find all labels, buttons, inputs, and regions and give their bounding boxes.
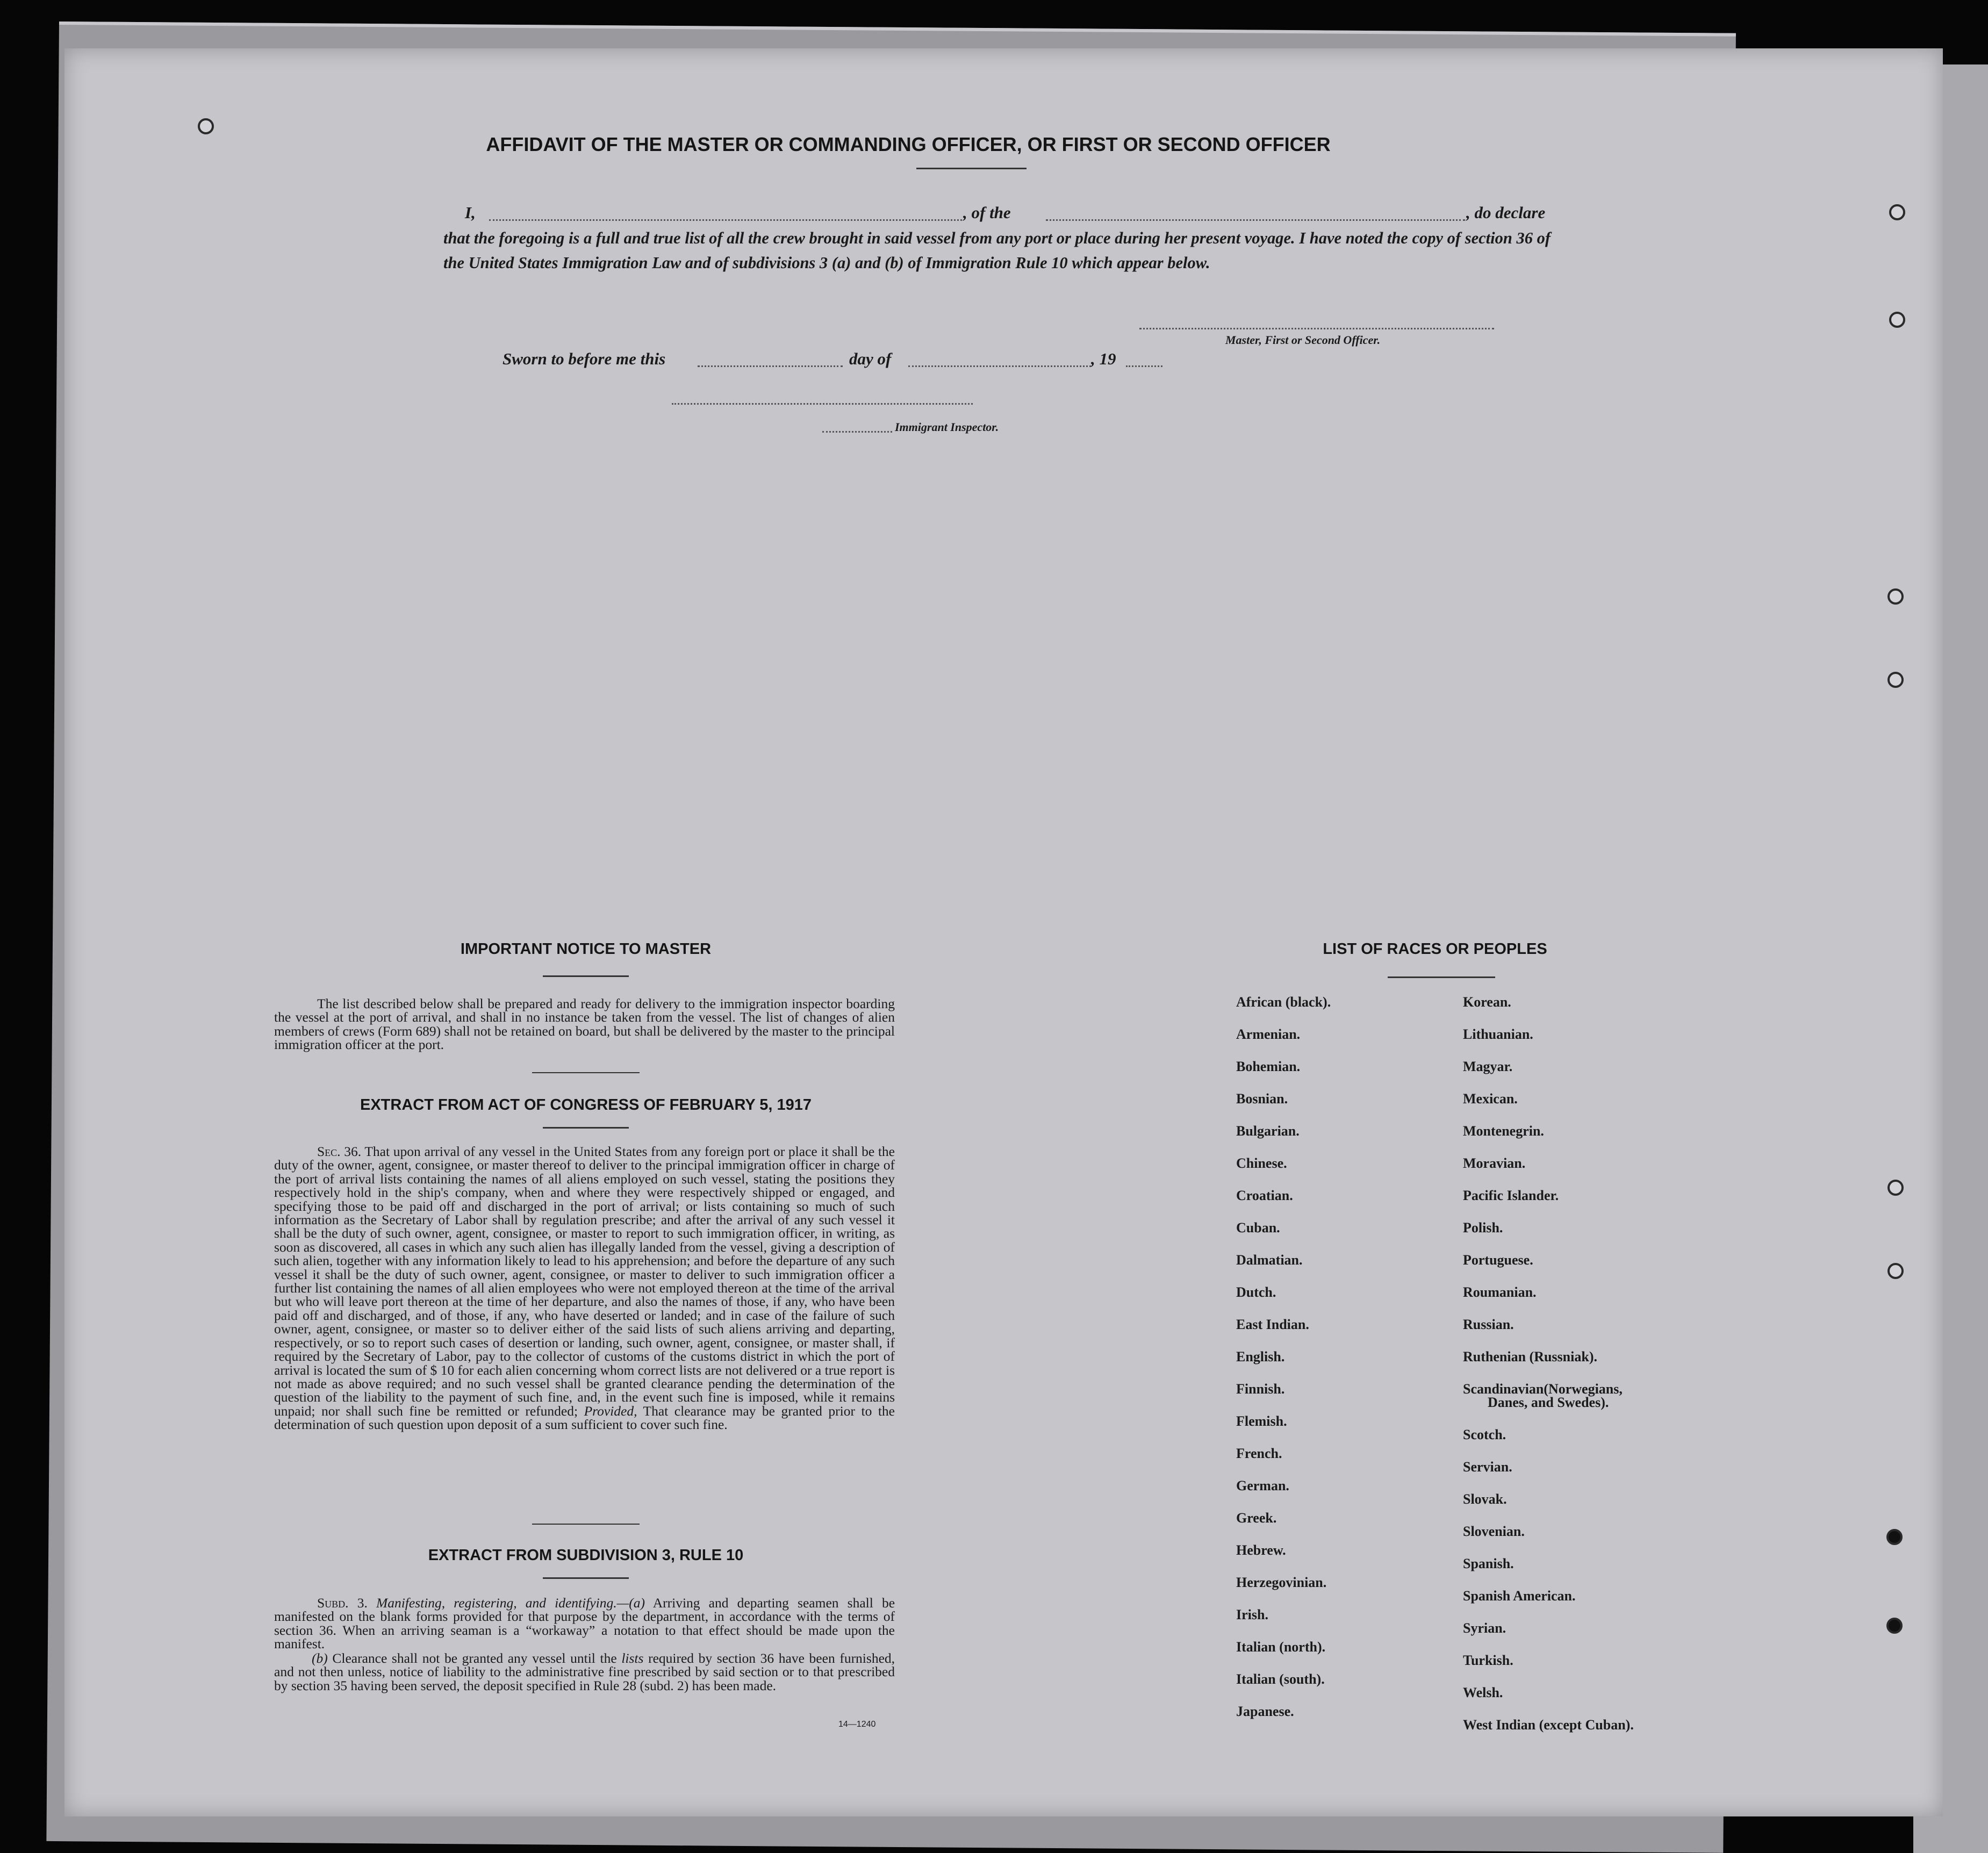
sworn-year: , 19 [1091, 349, 1116, 368]
section-rule [532, 1524, 640, 1525]
race-item: Roumanian. [1463, 1284, 1537, 1300]
race-item: East Indian. [1236, 1317, 1309, 1332]
rule-rule [543, 1577, 629, 1579]
races-title: LIST OF RACES OR PEOPLES [1323, 940, 1547, 958]
race-item: Polish. [1463, 1220, 1503, 1236]
form-page [64, 48, 1943, 1816]
signature-label: Master, First or Second Officer. [1225, 333, 1381, 347]
notice-body: The list described below shall be prepared and ready for delivery to the immigration inspector boarding the vessel at the port of arrival, and shall in no instance be taken from the vessel. The list of changes of alien members of crews (Form 689) shall not be retained on board, but shall be delivered by the master to the principal immigration officer at the port. [274, 996, 895, 1053]
race-item: Ruthenian (Russniak). [1463, 1349, 1597, 1364]
binder-hole [1889, 312, 1905, 328]
declaration-I: I, [465, 203, 476, 222]
race-item: Cuban. [1236, 1220, 1280, 1236]
race-item: German. [1236, 1478, 1289, 1493]
binder-hole [198, 118, 214, 134]
declaration-do-declare: , do declare [1466, 203, 1546, 222]
race-item: Japanese. [1236, 1704, 1294, 1719]
act-title: EXTRACT FROM ACT OF CONGRESS OF FEBRUARY 5, 1917 [360, 1096, 812, 1114]
race-item: Syrian. [1463, 1620, 1506, 1636]
race-item: Moravian. [1463, 1155, 1526, 1171]
races-rule [1388, 976, 1495, 978]
race-item: English. [1236, 1349, 1285, 1364]
vessel-name-field[interactable] [1046, 219, 1465, 221]
race-item: Dutch. [1236, 1284, 1276, 1300]
race-item: Greek. [1236, 1510, 1277, 1526]
rule-subd-b-text1: Clearance shall not be granted any vessel until the [332, 1650, 617, 1666]
race-item: West Indian (except Cuban). [1463, 1717, 1634, 1733]
race-item: Lithuanian. [1463, 1026, 1533, 1042]
race-item: Montenegrin. [1463, 1123, 1544, 1139]
act-body [274, 1145, 895, 1432]
act-text: That upon arrival of any vessel in the United States from any foreign port or place it shall be the duty of the owner, agent, consignee, or master thereof to deliver to the principal immigration officer in charge of the port of arrival lists containing the names of all aliens employed on such vessel, stating the positions they respectively hold in the ship's company, when and where they were respectively shipped or engaged, and specifying those to be paid off and discharged in the port of arrival; or lists containing so much of such information as the Secretary of Labor shall by regulation prescribe; and after the arrival of any such vessel it shall be the duty of such owner, agent, consignee, or master to report to such immigration officer, in writing, as soon as discovered, all cases in which any such alien has illegally landed from the vessel, giving a description of such alien, together with any information likely to lead to his apprehension; and before the departure of any such vessel it shall be the duty of such owner, agent, consignee, or master to deliver to such immigration officer a further list containing the names of all alien employees who were not employed thereon at the time of the arrival but who will leave port thereon at the time of her departure, and also the names of those, if any, who have been paid off and discharged, and of those, if any, who have deserted or landed; and in case of the failure of such owner, agent, consignee, or master so to deliver either of the said lists of such aliens arriving and departing, respectively, or so to report such cases of desertion or landing, such owner, agent, consignee, or master shall, if required by the Secretary of Labor, pay to the collector of customs of the customs district in which the port of arrival is located the sum of $ 10 for each alien concerning whom correct lists are not delivered or a true report is not made as above required; and no such vessel shall be granted clearance pending the determination of the question of the liability to the payment of such fine, and, in the event such fine is imposed, while it remains unpaid; nor shall such fine be remitted or refunded; [274, 1144, 895, 1419]
binder-hole [1887, 672, 1904, 688]
race-item: Slovak. [1463, 1491, 1507, 1507]
rule-subd-b-lists: lists [621, 1650, 644, 1666]
sworn-month-field[interactable] [908, 365, 1091, 367]
rule-subd-b-text2: required by section 36 have been furnished, and not then unless, notice of liability to the administrative fine prescribed by said section or to that prescribed by section 35 having been served, the deposit specified in Rule 28 (subd. 2) has been made. [274, 1650, 895, 1693]
race-item: Korean. [1463, 994, 1511, 1010]
races-left-column [1236, 994, 1331, 1736]
race-item: Danes, and Swedes). [1488, 1395, 1609, 1410]
inspector-dots [822, 431, 892, 433]
declaration-of-the: , of the [963, 203, 1011, 222]
rule-subd-label: Subd. 3. [317, 1595, 368, 1611]
binder-hole [1887, 588, 1904, 605]
race-item: Croatian. [1236, 1188, 1293, 1203]
race-item: Dalmatian. [1236, 1252, 1303, 1268]
race-item: African (black). [1236, 994, 1331, 1010]
officer-signature-field[interactable] [1139, 328, 1494, 329]
race-item: Servian. [1463, 1459, 1512, 1475]
race-item: Italian (south). [1236, 1671, 1325, 1687]
notice-rule [543, 975, 629, 977]
title-rule [916, 168, 1027, 169]
race-item: Bohemian. [1236, 1059, 1301, 1074]
officer-name-field[interactable] [489, 219, 962, 221]
binder-hole [1889, 204, 1905, 220]
race-item: Mexican. [1463, 1091, 1518, 1107]
race-item: Armenian. [1236, 1026, 1301, 1042]
sworn-year-field[interactable] [1126, 365, 1162, 367]
act-provided: Provided, [584, 1403, 637, 1419]
race-item: Scandinavian(Norwegians, [1463, 1381, 1623, 1397]
race-item: Bulgarian. [1236, 1123, 1300, 1139]
affidavit-title: AFFIDAVIT OF THE MASTER OR COMMANDING OFFICER, OR FIRST OR SECOND OFFICER [486, 133, 1331, 155]
race-item: Scotch. [1463, 1427, 1506, 1442]
sworn-prefix: Sworn to before me this [503, 349, 666, 368]
rule-subd-a [274, 1596, 895, 1651]
form-number: 14—1240 [838, 1720, 876, 1729]
races-right-column [1463, 994, 1634, 1749]
race-item: Irish. [1236, 1607, 1268, 1622]
notice-title: IMPORTANT NOTICE TO MASTER [460, 940, 712, 958]
race-item: Spanish. [1463, 1556, 1514, 1571]
rule-subd-b-label: (b) [312, 1650, 328, 1666]
race-item: Pacific Islander. [1463, 1188, 1559, 1203]
binder-hole [1886, 1529, 1903, 1545]
race-item: Portuguese. [1463, 1252, 1533, 1268]
race-item: Magyar. [1463, 1059, 1513, 1074]
race-item: Herzegovinian. [1236, 1575, 1327, 1590]
declaration-body: that the foregoing is a full and true list of all the crew brought in said vessel from any port or place during her present voyage. I have noted the copy of section 36 of the United States Immigration Law and of subdivisions 3 (a) and (b) of Immigration Rule 10 which appear below. [443, 229, 1551, 272]
inspector-signature-field[interactable] [672, 403, 973, 405]
section-rule [532, 1072, 640, 1073]
race-item: Hebrew. [1236, 1542, 1286, 1558]
act-rule [543, 1127, 629, 1129]
rule-subd-b [274, 1651, 895, 1692]
race-item: Italian (north). [1236, 1639, 1326, 1655]
inspector-label: Immigrant Inspector. [895, 420, 999, 434]
rule-subd-heading: Manifesting, registering, and identifying.—(a) [376, 1595, 645, 1611]
binder-hole [1887, 1180, 1904, 1196]
race-item: Chinese. [1236, 1155, 1287, 1171]
race-item: Turkish. [1463, 1653, 1513, 1668]
sworn-day-of: day of [849, 349, 892, 368]
race-item: Russian. [1463, 1317, 1514, 1332]
race-item: Welsh. [1463, 1685, 1503, 1700]
act-sec-label: Sec. 36. [317, 1144, 362, 1159]
race-item: French. [1236, 1446, 1282, 1461]
rule-subd-a-text: Arriving and departing seamen shall be manifested on the blank forms provided for that purpose by the department, in accordance with the terms of section 36. When an arriving seaman is a “workaway” a notation to that effect should be made upon the manifest. [274, 1595, 895, 1652]
sworn-day-field[interactable] [698, 365, 843, 367]
rule-title: EXTRACT FROM SUBDIVISION 3, RULE 10 [428, 1547, 744, 1564]
binder-hole [1886, 1618, 1903, 1634]
binder-hole [1887, 1263, 1904, 1279]
act-provided-text: That clearance may be granted prior to the determination of such question upon deposit of a sum sufficient to cover such fine. [274, 1403, 895, 1433]
race-item: Spanish American. [1463, 1588, 1576, 1604]
race-item: Finnish. [1236, 1381, 1285, 1397]
race-item: Bosnian. [1236, 1091, 1288, 1107]
race-item: Flemish. [1236, 1413, 1287, 1429]
race-item: Slovenian. [1463, 1524, 1525, 1539]
